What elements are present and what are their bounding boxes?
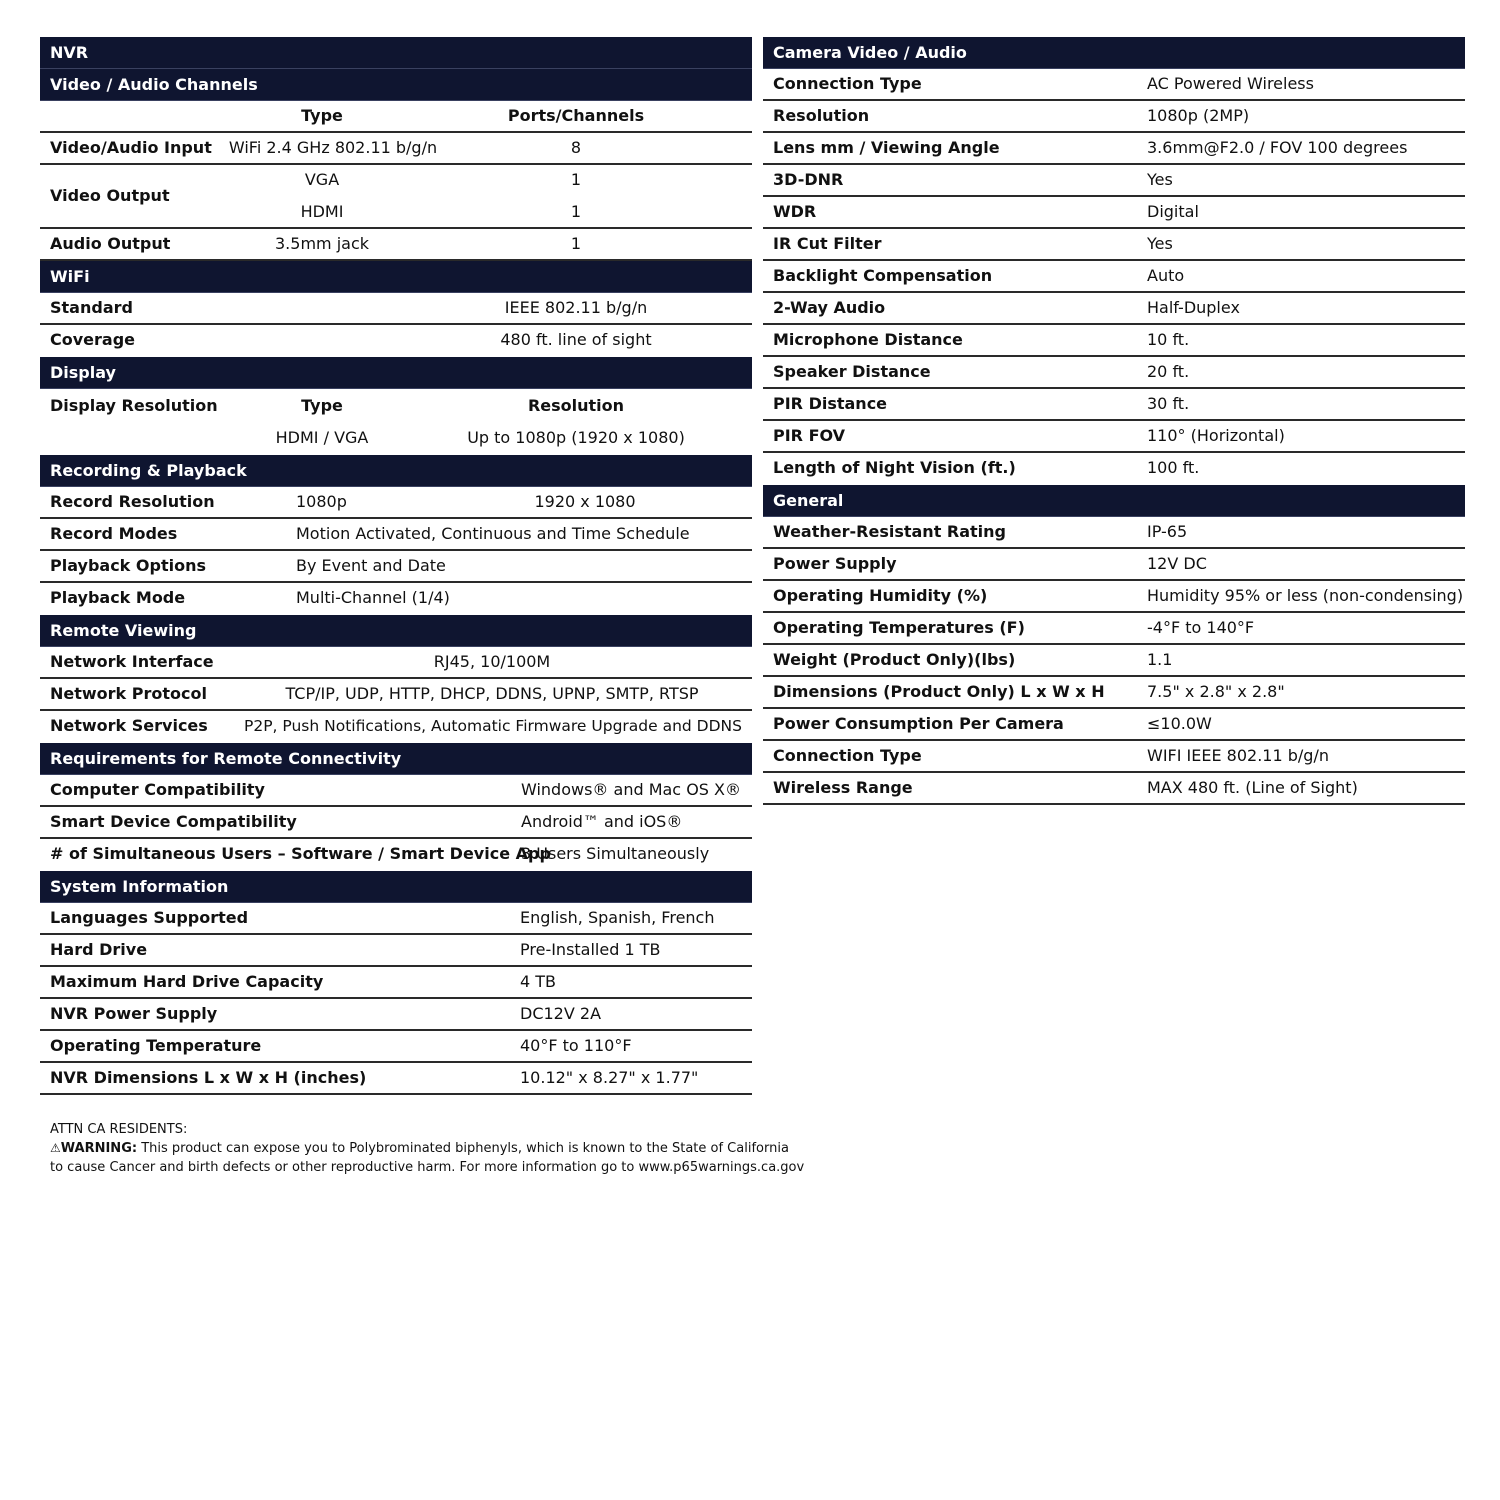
section-camera-video-audio: Camera Video / Audio — [763, 37, 1465, 69]
spec-label: 2-Way Audio — [773, 298, 886, 317]
warning-line-1 — [50, 1139, 804, 1158]
spec-row — [763, 421, 1465, 453]
languages-row: Languages Supported English, Spanish, French — [40, 903, 752, 935]
camera-spec-table — [763, 37, 1465, 805]
section-system-information: System Information — [40, 871, 752, 903]
record-modes-row: Record Modes Motion Activated, Continuous and Time Schedule — [40, 519, 752, 551]
playback-mode-row: Playback Mode Multi-Channel (1/4) — [50, 588, 450, 607]
spec-value: 1.1 — [1147, 650, 1173, 669]
network-services-row: Network Services P2P, Push Notifications, Automatic Firmware Upgrade and DDNS — [50, 716, 742, 735]
spec-row — [763, 741, 1465, 773]
spec-row — [763, 325, 1465, 357]
spec-label: Operating Humidity (%) — [773, 586, 988, 605]
spec-value: Digital — [1147, 202, 1199, 221]
spec-value: 12V DC — [1147, 554, 1207, 573]
spec-label: Connection Type — [773, 74, 922, 93]
spec-label: Connection Type — [773, 746, 922, 765]
spec-row — [763, 773, 1465, 805]
spec-label: Power Supply — [773, 554, 897, 573]
attn-ca-residents: ATTN CA RESIDENTS: — [50, 1122, 188, 1137]
network-protocol-row: Network Protocol TCP/IP, UDP, HTTP, DHCP, DDNS, UPNP, SMTP, RTSP — [40, 679, 752, 711]
spec-label: Speaker Distance — [773, 362, 931, 381]
spec-value: 3.6mm@F2.0 / FOV 100 degrees — [1147, 138, 1408, 157]
section-recording-playback: Recording & Playback — [40, 455, 752, 487]
spec-label: Power Consumption Per Camera — [773, 714, 1064, 733]
max-hdd-row: Maximum Hard Drive Capacity 4 TB — [40, 967, 752, 999]
spec-value: 10 ft. — [1147, 330, 1190, 349]
simultaneous-users-row: # of Simultaneous Users – Software / Smart Device App 3 Users Simultaneously — [50, 844, 710, 863]
network-interface-row: Network Interface RJ45, 10/100M — [40, 647, 752, 679]
spec-value: WIFI IEEE 802.11 b/g/n — [1147, 746, 1329, 765]
section-video-audio-channels: Video / Audio Channels — [40, 69, 752, 101]
spec-value: IP-65 — [1147, 522, 1188, 541]
spec-value: Humidity 95% or less (non-condensing) — [1147, 586, 1464, 605]
spec-label: Wireless Range — [773, 778, 913, 797]
spec-value: Yes — [1147, 234, 1173, 253]
spec-row — [763, 293, 1465, 325]
warning-label: WARNING: — [60, 1141, 138, 1156]
spec-label: Microphone Distance — [773, 330, 963, 349]
section-remote-viewing: Remote Viewing — [40, 615, 752, 647]
spec-row — [763, 197, 1465, 229]
spec-row — [763, 453, 1465, 485]
wifi-standard-row: Standard IEEE 802.11 b/g/n — [40, 293, 752, 325]
spec-row — [763, 229, 1465, 261]
spec-value: Auto — [1147, 266, 1185, 285]
spec-value: 7.5" x 2.8" x 2.8" — [1147, 682, 1285, 701]
spec-label: Backlight Compensation — [773, 266, 993, 285]
spec-row — [763, 357, 1465, 389]
spec-value: 100 ft. — [1147, 458, 1200, 477]
spec-value: 20 ft. — [1147, 362, 1190, 381]
section-requirements-remote: Requirements for Remote Connectivity — [40, 743, 752, 775]
spec-value: Yes — [1147, 170, 1173, 189]
spec-label: Operating Temperatures (F) — [773, 618, 1025, 637]
ca-warning-notice — [50, 1120, 804, 1177]
spec-row — [763, 389, 1465, 421]
spec-label: IR Cut Filter — [773, 234, 882, 253]
spec-row — [763, 645, 1465, 677]
spec-label: Length of Night Vision (ft.) — [773, 458, 1016, 477]
spec-value: 110° (Horizontal) — [1147, 426, 1285, 445]
wifi-coverage-row: Coverage 480 ft. line of sight — [50, 330, 652, 349]
spec-label: Resolution — [773, 106, 870, 125]
general-rows — [763, 517, 1465, 805]
nvr-spec-table — [40, 37, 752, 1095]
section-display: Display — [40, 357, 752, 389]
spec-row — [763, 517, 1465, 549]
spec-label: WDR — [773, 202, 817, 221]
playback-options-row: Playback Options By Event and Date — [40, 551, 752, 583]
warning-triangle-icon: ⚠ — [50, 1141, 61, 1155]
video-audio-header-row: Type Ports/Channels — [40, 101, 752, 133]
spec-row — [763, 133, 1465, 165]
nvr-power-supply-row: NVR Power Supply DC12V 2A — [40, 999, 752, 1031]
video-output-row: Video Output VGA 1 HDMI 1 — [40, 165, 752, 229]
spec-label: Dimensions (Product Only) L x W x H — [773, 682, 1105, 701]
spec-row — [763, 165, 1465, 197]
spec-row — [763, 709, 1465, 741]
display-resolution-row: Display Resolution Type Resolution HDMI / VGA Up to 1080p (1920 x 1080) — [50, 396, 685, 447]
hard-drive-row: Hard Drive Pre-Installed 1 TB — [40, 935, 752, 967]
spec-row — [763, 101, 1465, 133]
spec-row — [763, 677, 1465, 709]
spec-label: Lens mm / Viewing Angle — [773, 138, 1000, 157]
spec-label: PIR Distance — [773, 394, 888, 413]
spec-value: 30 ft. — [1147, 394, 1190, 413]
spec-value: MAX 480 ft. (Line of Sight) — [1147, 778, 1358, 797]
section-general: General — [763, 485, 1465, 517]
video-audio-input-row: Video/Audio Input WiFi 2.4 GHz 802.11 b/g/n 8 — [40, 133, 752, 165]
operating-temperature-row: Operating Temperature 40°F to 110°F — [40, 1031, 752, 1063]
record-resolution-row: Record Resolution 1080p 1920 x 1080 — [40, 487, 752, 519]
section-wifi: WiFi — [40, 261, 752, 293]
spec-value: -4°F to 140°F — [1147, 618, 1255, 637]
spec-value: AC Powered Wireless — [1147, 74, 1314, 93]
spec-value: Half-Duplex — [1147, 298, 1240, 317]
section-nvr: NVR — [40, 37, 752, 69]
spec-row — [763, 261, 1465, 293]
spec-value: ≤10.0W — [1147, 714, 1212, 733]
spec-label: Weather-Resistant Rating — [773, 522, 1006, 541]
warning-line-2: to cause Cancer and birth defects or other reproductive harm. For more information go to www.p65warnings.ca.gov — [50, 1160, 805, 1175]
spec-row — [763, 69, 1465, 101]
warning-text-1: This product can expose you to Polybrominated biphenyls, which is known to the State of California — [137, 1141, 789, 1156]
spec-label: PIR FOV — [773, 426, 846, 445]
spec-label: Weight (Product Only)(lbs) — [773, 650, 1016, 669]
spec-row — [763, 581, 1465, 613]
audio-output-row: Audio Output 3.5mm jack 1 — [40, 229, 752, 261]
nvr-dimensions-row: NVR Dimensions L x W x H (inches) 10.12" x 8.27" x 1.77" — [40, 1063, 752, 1095]
camera-rows — [763, 69, 1465, 485]
spec-label: 3D-DNR — [773, 170, 844, 189]
spec-value: 1080p (2MP) — [1147, 106, 1250, 125]
spec-row — [763, 613, 1465, 645]
spec-row — [763, 549, 1465, 581]
computer-compatibility-row: Computer Compatibility Windows® and Mac OS X® — [40, 775, 752, 807]
smart-device-compatibility-row: Smart Device Compatibility Android™ and iOS® — [40, 807, 752, 839]
